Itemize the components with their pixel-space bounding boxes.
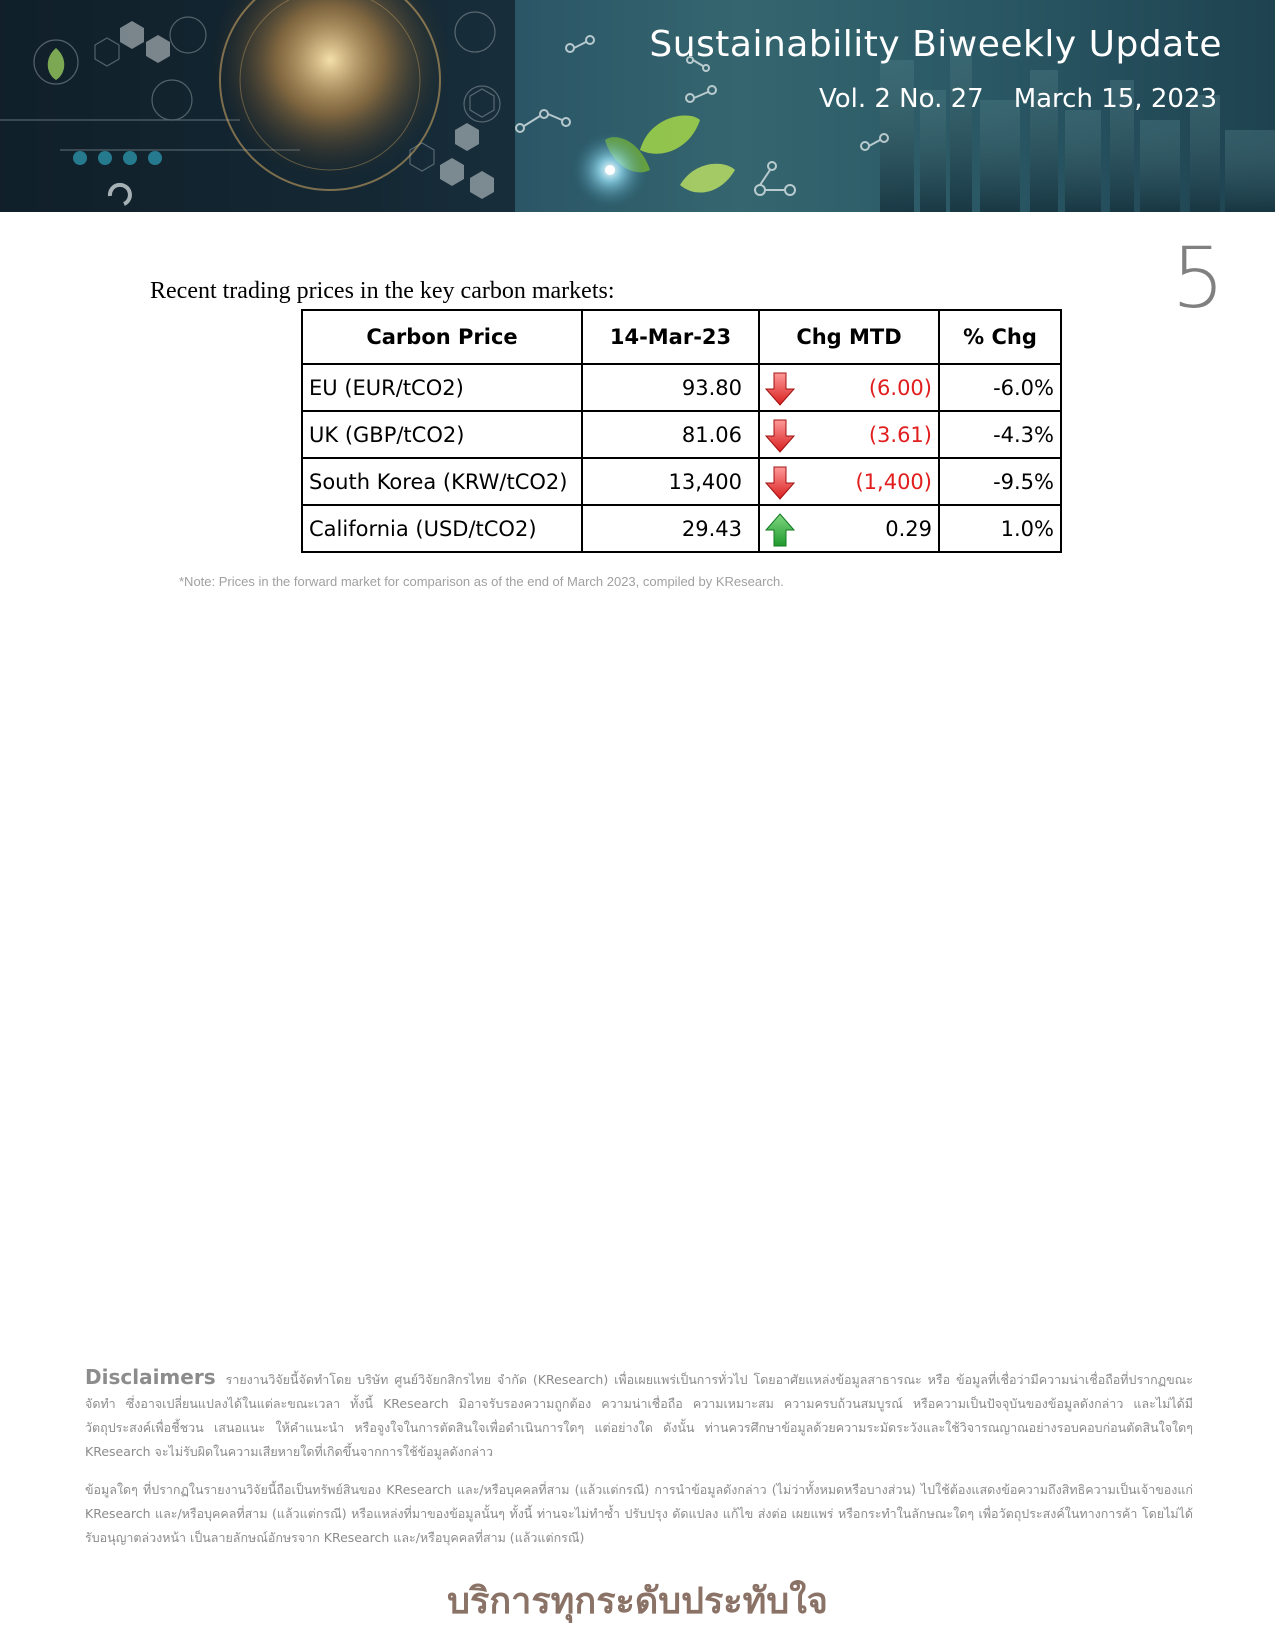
volume-number: Vol. 2 No. 27	[818, 84, 984, 114]
disclaimer-heading: Disclaimers	[85, 1365, 216, 1389]
table-row	[302, 364, 1061, 411]
disclaimer-paragraph-1	[85, 1365, 1193, 1464]
page-number: 5	[1171, 229, 1225, 327]
city-skyline-image	[880, 40, 1275, 212]
table-row	[302, 458, 1061, 505]
market-price: 13,400	[582, 458, 759, 505]
change-value: (3.61)	[868, 422, 932, 447]
issue-info	[819, 84, 1217, 114]
issue-date: March 15, 2023	[1013, 84, 1217, 114]
arrow-down-icon	[764, 465, 796, 501]
arrow-down-icon	[764, 371, 796, 407]
market-price: 81.06	[582, 411, 759, 458]
column-header-chg-mtd: Chg MTD	[759, 310, 939, 364]
month-to-date-change	[759, 411, 939, 458]
month-to-date-change	[759, 458, 939, 505]
month-to-date-change	[759, 364, 939, 411]
month-to-date-change	[759, 505, 939, 552]
change-value: (1,400)	[855, 469, 932, 494]
change-value: 0.29	[885, 516, 932, 541]
column-header-date: 14-Mar-23	[582, 310, 759, 364]
column-header-pct-chg: % Chg	[939, 310, 1061, 364]
percent-change: -4.3%	[939, 411, 1061, 458]
arrow-up-icon	[764, 512, 796, 548]
market-name: EU (EUR/tCO2)	[302, 364, 582, 411]
market-name: UK (GBP/tCO2)	[302, 411, 582, 458]
percent-change: -9.5%	[939, 458, 1061, 505]
header-banner	[0, 0, 1275, 212]
disclaimer-text-1: รายงานวิจัยนี้จัดทำโดย บริษัท ศูนย์วิจัยกสิกรไทย จำกัด (KResearch) เพื่อเผยแพร่เป็นการทั่วไป โดยอาศัยแหล่งข้อมูลสาธารณะ หรือ ข้อมูลที่เชื่อว่ามีความน่าเชื่อถือที่ปรากฏขณะจัดทำ ซึ่งอาจเปลี่ยนแปลงได้ในแต่ละขณะเวลา ทั้งนี้ KResearch มิอาจรับรองความถูกต้อง ความน่าเชื่อถือ ความเหมาะสม ความครบถ้วนสมบูรณ์ หรือความเป็นปัจจุบันของข้อมูลดังกล่าว และไม่ได้มีวัตถุประสงค์เพื่อชี้ชวน เสนอแนะ ให้คำแนะนำ หรือจูงใจในการตัดสินใจเพื่อดำเนินการใดๆ แต่อย่างใด ดังนั้น ท่านควรศึกษาข้อมูลด้วยความระมัดระวังและใช้วิจารณญาณอย่างรอบคอบก่อนตัดสินใจใดๆ KResearch จะไม่รับผิดในความเสียหายใดที่เกิดขึ้นจากการใช้ข้อมูลดังกล่าว	[85, 1372, 1193, 1459]
disclaimer-paragraph-2: ข้อมูลใดๆ ที่ปรากฏในรายงานวิจัยนี้ถือเป็นทรัพย์สินของ KResearch และ/หรือบุคคลที่สาม (แล้วแต่กรณี) การนำข้อมูลดังกล่าว (ไม่ว่าทั้งหมดหรือบางส่วน) ไปใช้ต้องแสดงข้อความถึงสิทธิความเป็นเจ้าของแก่ KResearch และ/หรือบุคคลที่สาม (แล้วแต่กรณี) หรือแหล่งที่มาของข้อมูลนั้นๆ ทั้งนี้ ท่านจะไม่ทำซ้ำ ปรับปรุง ดัดแปลง แก้ไข ส่งต่อ เผยแพร่ หรือกระทำในลักษณะใดๆ เพื่อวัตถุประสงค์ในทางการค้า โดยไม่ได้รับอนุญาตล่วงหน้า เป็นลายลักษณ์อักษรจาก KResearch และ/หรือบุคคลที่สาม (แล้วแต่กรณี)	[85, 1482, 1193, 1545]
percent-change: -6.0%	[939, 364, 1061, 411]
market-price: 29.43	[582, 505, 759, 552]
carbon-price-table	[301, 309, 1062, 553]
market-price: 93.80	[582, 364, 759, 411]
publication-title: Sustainability Biweekly Update	[649, 24, 1222, 65]
arrow-down-icon	[764, 418, 796, 454]
change-value: (6.00)	[868, 375, 932, 400]
footer-tagline: บริการทุกระดับประทับใจ	[447, 1581, 828, 1622]
percent-change: 1.0%	[939, 505, 1061, 552]
table-row	[302, 505, 1061, 552]
table-note: *Note: Prices in the forward market for comparison as of the end of March 2023, compiled by KResearch.	[179, 574, 784, 589]
market-name: South Korea (KRW/tCO2)	[302, 458, 582, 505]
column-header-carbon-price: Carbon Price	[302, 310, 582, 364]
section-intro: Recent trading prices in the key carbon markets:	[150, 278, 615, 304]
table-header-row	[302, 310, 1061, 364]
table-row	[302, 411, 1061, 458]
market-name: California (USD/tCO2)	[302, 505, 582, 552]
